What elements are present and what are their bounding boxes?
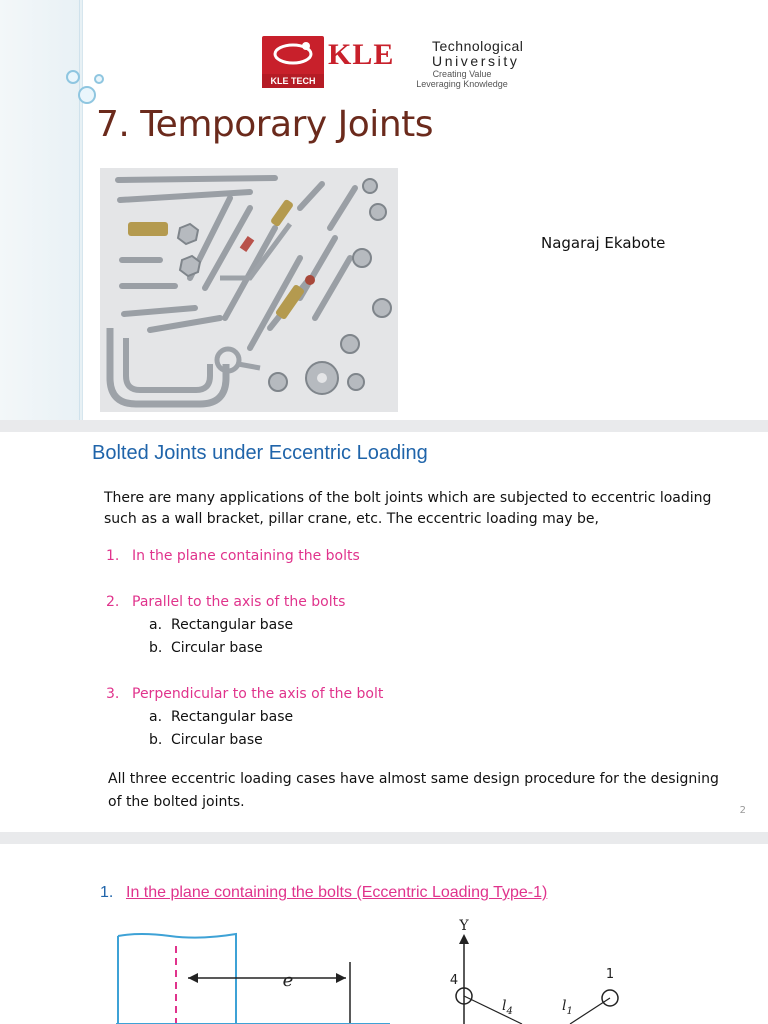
sub-list-item [149, 732, 263, 748]
slide-title [100, 884, 547, 902]
page-number: 2 [739, 805, 746, 816]
list-item [106, 548, 360, 564]
sub-label: Circular base [171, 640, 263, 656]
sub-letter: a. [149, 709, 163, 725]
intro-paragraph: There are many applications of the bolt joints which are subjected to eccentric loading such as a wall bracket, pillar crane, etc. The eccentric loading may be, [104, 490, 712, 527]
title-text: In the plane containing the bolts (Eccentric Loading Type-1) [126, 884, 548, 901]
bolt-1-label: 1 [605, 967, 615, 982]
slide-title: Bolted Joints under Eccentric Loading [92, 442, 428, 464]
list-label: Parallel to the axis of the bolts [132, 594, 346, 610]
logo-mark [262, 36, 324, 88]
sub-list-item [149, 617, 293, 633]
eccentricity-label: e [282, 970, 294, 991]
decorative-bubble [94, 74, 104, 84]
content-slide [0, 432, 768, 832]
list-item [106, 686, 383, 702]
diagram-slide [0, 844, 768, 1024]
sub-label: Rectangular base [171, 709, 294, 725]
bracket-diagram [110, 926, 410, 1024]
sub-letter: b. [149, 640, 163, 656]
logo-slogan [402, 69, 522, 89]
logo-brand: KLE [328, 38, 395, 71]
logo-line-1: Technological [432, 38, 524, 54]
decorative-rail [0, 0, 83, 420]
list-label: Perpendicular to the axis of the bolt [132, 686, 384, 702]
logo-slogan-2: Leveraging Knowledge [416, 79, 508, 89]
bolt-4-label: 4 [449, 973, 459, 988]
sub-label: Circular base [171, 732, 263, 748]
sub-letter: a. [149, 617, 163, 633]
l1-label: $l_1$ [562, 998, 573, 1017]
title-slide [0, 0, 768, 420]
list-number: 2. [106, 594, 120, 610]
sub-label: Rectangular base [171, 617, 294, 633]
bolt-layout-diagram [430, 914, 650, 1024]
logo-line-2: University [432, 53, 520, 69]
list-number: 1. [106, 548, 120, 564]
conclusion-paragraph: All three eccentric loading cases have almost same design procedure for the designing of the bolted joints. [108, 771, 719, 810]
list-item [106, 594, 345, 610]
swirl-icon [270, 40, 316, 66]
logo-tag: KLE TECH [262, 74, 324, 88]
list-label: In the plane containing the bolts [132, 548, 360, 564]
decorative-bubble [78, 86, 96, 104]
title-number: 1. [100, 884, 114, 901]
university-logo [262, 36, 552, 90]
sub-list-item [149, 709, 293, 725]
y-axis-label: Y [459, 918, 469, 934]
slide-title: 7. Temporary Joints [96, 104, 433, 145]
l4-label: $l_4$ [502, 998, 513, 1017]
decorative-bubble [66, 70, 80, 84]
author-name: Nagaraj Ekabote [541, 234, 666, 252]
fasteners-image [100, 168, 398, 412]
list-number: 3. [106, 686, 120, 702]
sub-letter: b. [149, 732, 163, 748]
sub-list-item [149, 640, 263, 656]
fasteners-photo [100, 168, 398, 412]
logo-slogan-1: Creating Value [432, 69, 492, 79]
